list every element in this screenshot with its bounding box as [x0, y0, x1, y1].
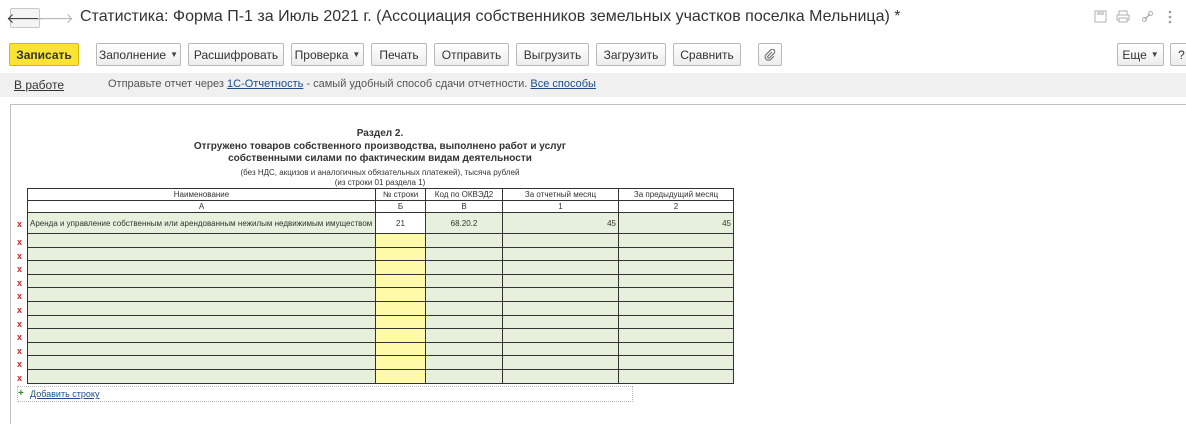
- cell-line[interactable]: [376, 234, 426, 248]
- title-bar: [0, 0, 1186, 36]
- caret-down-icon: ▼: [352, 50, 361, 59]
- 1c-reporting-link[interactable]: 1С-Отчетность: [227, 78, 304, 90]
- table-row: [28, 342, 734, 356]
- print-icon[interactable]: [1115, 10, 1131, 26]
- cell-current[interactable]: [503, 288, 619, 302]
- cell-previous[interactable]: [619, 315, 734, 329]
- cell-okved[interactable]: [426, 274, 503, 288]
- cell-current[interactable]: [503, 342, 619, 356]
- cell-line[interactable]: [376, 274, 426, 288]
- delete-row-icon[interactable]: x: [17, 359, 23, 370]
- col-header-previous: За предыдущий месяц: [619, 189, 734, 201]
- cell-name[interactable]: [28, 301, 376, 315]
- arrow-right-icon: 🡒: [36, 9, 74, 26]
- arrow-left-icon: 🡐: [6, 9, 44, 26]
- table-row: [28, 213, 734, 234]
- plus-icon: +: [18, 388, 24, 399]
- delete-row-icon[interactable]: x: [17, 219, 23, 229]
- cell-current[interactable]: [503, 301, 619, 315]
- section-title: Раздел 2.: [356, 128, 404, 139]
- delete-row-icon[interactable]: x: [17, 277, 23, 288]
- section-note-2: (из строки 01 раздела 1): [334, 178, 426, 187]
- more-dropdown-button[interactable]: [1117, 43, 1164, 66]
- cell-line[interactable]: [376, 301, 426, 315]
- cell-current[interactable]: [503, 329, 619, 343]
- cell-line[interactable]: [376, 356, 426, 370]
- check-dropdown-button[interactable]: [291, 43, 364, 66]
- cell-line[interactable]: [376, 342, 426, 356]
- cell-previous[interactable]: 45: [619, 213, 734, 234]
- col-code-2: 2: [619, 201, 734, 213]
- forward-button[interactable]: [36, 8, 74, 28]
- cell-name[interactable]: [28, 234, 376, 248]
- cell-okved[interactable]: [426, 301, 503, 315]
- cell-current[interactable]: 45: [503, 213, 619, 234]
- delete-row-icon[interactable]: x: [17, 305, 23, 315]
- add-row-link[interactable]: Добавить строку: [30, 389, 100, 399]
- cell-name[interactable]: [28, 356, 376, 370]
- paperclip-icon: [764, 49, 776, 61]
- attach-button[interactable]: [758, 43, 782, 66]
- cell-name[interactable]: Аренда и управление собственным или арендованным нежилым недвижимым имуществом: [28, 213, 376, 234]
- cell-okved[interactable]: [426, 315, 503, 329]
- table-header-row: [28, 189, 734, 201]
- check-button-label: Проверка: [294, 47, 349, 62]
- import-button[interactable]: [596, 43, 666, 66]
- all-methods-link[interactable]: Все способы: [530, 78, 596, 90]
- col-code-a: А: [28, 201, 376, 213]
- cell-previous[interactable]: [619, 234, 734, 248]
- cell-previous[interactable]: [619, 301, 734, 315]
- delete-row-icon[interactable]: x: [17, 373, 23, 383]
- more-button-label: Еще: [1122, 47, 1147, 62]
- write-button-label: Записать: [16, 47, 72, 62]
- cell-current[interactable]: [503, 234, 619, 248]
- delete-row-icon[interactable]: x: [17, 318, 23, 329]
- delete-row-icon[interactable]: x: [17, 345, 23, 356]
- table-row: [28, 315, 734, 329]
- section-heading-line2: собственными силами по фактическим видам деятельности: [228, 153, 532, 164]
- cell-okved[interactable]: [426, 288, 503, 302]
- hint-middle: - самый удобный способ сдачи отчетности.: [306, 78, 528, 90]
- table-row: [28, 329, 734, 343]
- menu-dots-icon[interactable]: [1162, 10, 1178, 26]
- cell-current[interactable]: [503, 247, 619, 261]
- cell-name[interactable]: [28, 288, 376, 302]
- col-code-b: Б: [376, 201, 426, 213]
- table-row: [28, 261, 734, 275]
- cell-okved[interactable]: [426, 329, 503, 343]
- table-code-row: [28, 201, 734, 213]
- info-bar: [0, 73, 1186, 97]
- export-button[interactable]: [516, 43, 589, 66]
- cell-okved[interactable]: [426, 356, 503, 370]
- cell-previous[interactable]: [619, 247, 734, 261]
- send-button[interactable]: [434, 43, 509, 66]
- cell-current[interactable]: [503, 356, 619, 370]
- cell-current[interactable]: [503, 315, 619, 329]
- hint-prefix: Отправьте отчет через: [108, 78, 224, 90]
- section-2-table: [27, 188, 734, 384]
- print-button-label: Печать: [379, 47, 419, 62]
- cell-previous[interactable]: [619, 356, 734, 370]
- export-button-label: Выгрузить: [523, 47, 582, 62]
- table-row: [28, 247, 734, 261]
- col-header-line: № строки: [376, 189, 426, 201]
- cell-name[interactable]: [28, 274, 376, 288]
- cell-name[interactable]: [28, 247, 376, 261]
- cell-line[interactable]: [376, 288, 426, 302]
- col-header-okved: Код по ОКВЭД2: [426, 189, 503, 201]
- cell-previous[interactable]: [619, 329, 734, 343]
- print-button[interactable]: [371, 43, 427, 66]
- table-row: [28, 369, 734, 383]
- status-link[interactable]: В работе: [14, 78, 65, 92]
- window-title: Статистика: Форма П-1 за Июль 2021 г. (Ассоциация собственников земельных участков поселка Мельница) *: [80, 8, 901, 25]
- section-heading-line1: Отгружено товаров собственного производства, выполнено работ и услуг: [193, 141, 567, 152]
- cell-previous[interactable]: [619, 342, 734, 356]
- cell-current[interactable]: [503, 261, 619, 275]
- col-header-name: Наименование: [28, 189, 376, 201]
- link-icon[interactable]: [1139, 10, 1155, 26]
- table-row: [28, 301, 734, 315]
- caret-down-icon: ▼: [1150, 50, 1159, 59]
- cell-previous[interactable]: [619, 274, 734, 288]
- delete-row-icon[interactable]: x: [17, 332, 23, 343]
- compare-button[interactable]: [673, 43, 741, 66]
- cell-previous[interactable]: [619, 369, 734, 383]
- delete-row-icon[interactable]: x: [17, 250, 23, 261]
- save-icon[interactable]: [1092, 10, 1108, 26]
- fill-dropdown-button[interactable]: [96, 43, 181, 66]
- col-code-v: В: [426, 201, 503, 213]
- cell-current[interactable]: [503, 274, 619, 288]
- delete-row-icon[interactable]: x: [17, 264, 23, 275]
- add-row-area: [17, 386, 633, 402]
- send-button-label: Отправить: [441, 47, 502, 62]
- send-hint: [108, 78, 596, 90]
- help-button[interactable]: [1170, 43, 1186, 66]
- caret-down-icon: ▼: [170, 50, 179, 59]
- table-row: [28, 274, 734, 288]
- import-button-label: Загрузить: [603, 47, 659, 62]
- table-row: [28, 288, 734, 302]
- command-bar: [0, 40, 1186, 70]
- cell-name[interactable]: [28, 369, 376, 383]
- cell-line[interactable]: 21: [376, 213, 426, 234]
- cell-okved[interactable]: [426, 342, 503, 356]
- cell-line[interactable]: [376, 315, 426, 329]
- cell-line[interactable]: [376, 329, 426, 343]
- cell-okved[interactable]: [426, 247, 503, 261]
- decode-button-label: Расшифровать: [193, 47, 279, 62]
- col-code-1: 1: [503, 201, 619, 213]
- cell-previous[interactable]: [619, 288, 734, 302]
- delete-row-icon[interactable]: x: [17, 291, 23, 302]
- cell-name[interactable]: [28, 261, 376, 275]
- section-note-1: (без НДС, акцизов и аналогичных обязательных платежей), тысяча рублей: [240, 168, 520, 177]
- cell-okved[interactable]: [426, 369, 503, 383]
- decode-button[interactable]: [188, 43, 284, 66]
- cell-okved[interactable]: [426, 261, 503, 275]
- cell-line[interactable]: [376, 247, 426, 261]
- write-button[interactable]: [9, 43, 79, 66]
- cell-okved[interactable]: [426, 234, 503, 248]
- table-row: [28, 356, 734, 370]
- fill-button-label: Заполнение: [98, 47, 167, 62]
- compare-button-label: Сравнить: [680, 47, 734, 62]
- col-header-current: За отчетный месяц: [503, 189, 619, 201]
- cell-line[interactable]: [376, 369, 426, 383]
- cell-okved[interactable]: 68.20.2: [426, 213, 503, 234]
- help-icon: ?: [1178, 47, 1185, 62]
- cell-line[interactable]: [376, 261, 426, 275]
- cell-name[interactable]: [28, 315, 376, 329]
- cell-name[interactable]: [28, 342, 376, 356]
- table-row: [28, 234, 734, 248]
- empty-rows: [28, 234, 734, 384]
- cell-previous[interactable]: [619, 261, 734, 275]
- delete-row-icon[interactable]: x: [17, 237, 23, 247]
- cell-current[interactable]: [503, 369, 619, 383]
- cell-name[interactable]: [28, 329, 376, 343]
